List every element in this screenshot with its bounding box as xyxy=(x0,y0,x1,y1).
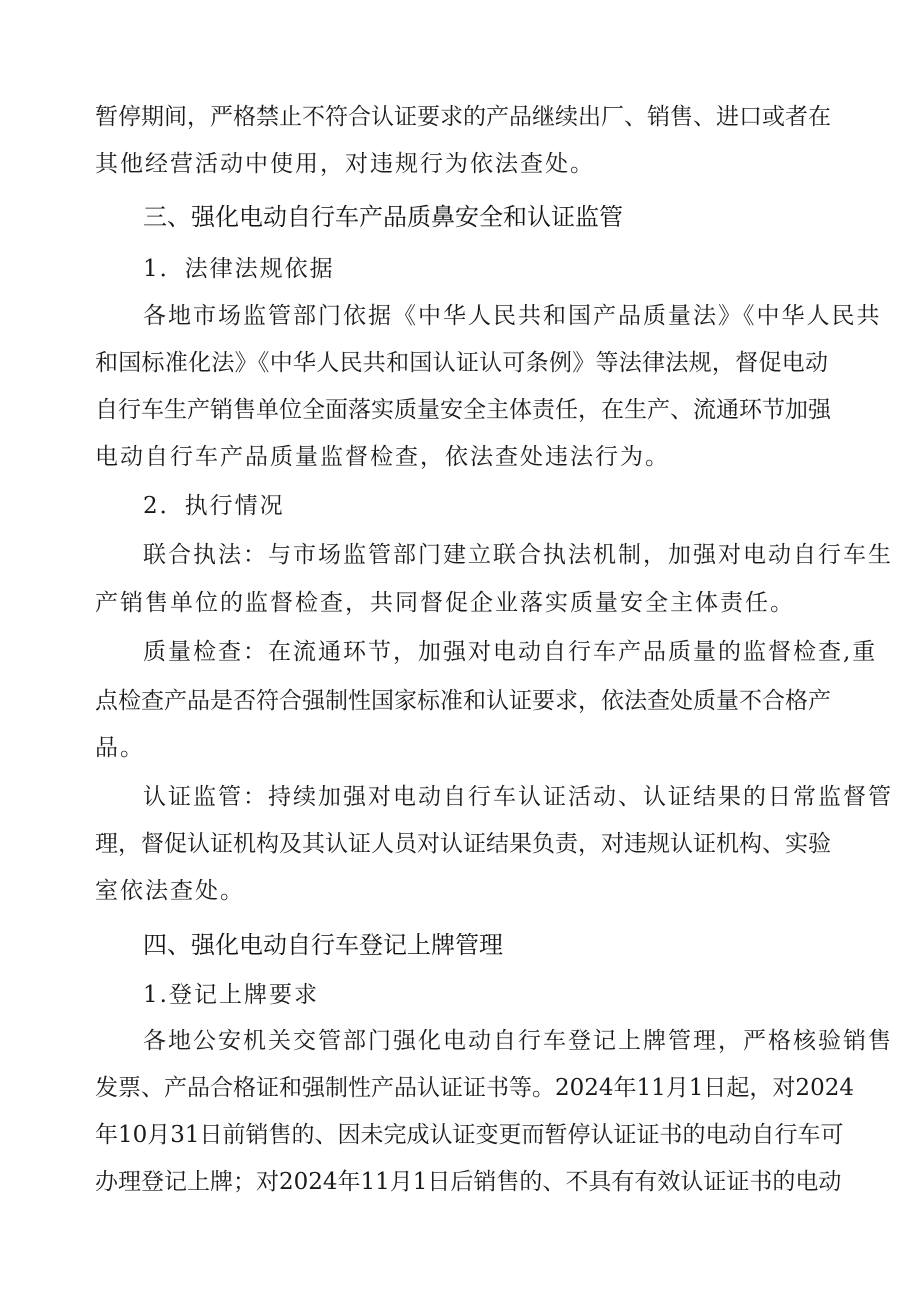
paragraph-line: 点检查产品是否符合强制性国家标准和认证要求，依法查处质量不合格产 xyxy=(95,688,831,714)
paragraph-line: 电动自行车产品质量监督检查，依法查处违法行为。 xyxy=(95,444,670,470)
paragraph-line: 室依法查处。 xyxy=(95,878,245,904)
subsection-heading: 1.登记上牌要求 xyxy=(143,982,319,1008)
paragraph-line: 办理登记上牌；对2024年11月1日后销售的、不具有有效认证证书的电动 xyxy=(95,1169,842,1195)
paragraph-line: 发票、产品合格证和强制性产品认证证书等。2024年11月1日起，对2024 xyxy=(95,1075,854,1101)
paragraph-line: 年10月31日前销售的、因未完成认证变更而暂停认证证书的电动自行车可 xyxy=(95,1122,844,1148)
paragraph-line: 联合执法：与市场监管部门建立联合执法机制，加强对电动自行车生 xyxy=(143,542,893,568)
paragraph-line: 其他经营活动中使用，对违规行为依法查处。 xyxy=(95,151,595,177)
section-heading-3: 三、强化电动自行车产品质鼻安全和认证监管 xyxy=(143,203,623,231)
paragraph-line: 自行车生产销售单位全面落实质量安全主体责任，在生产、流通环节加强 xyxy=(95,397,831,423)
paragraph-line: 理，督促认证机构及其认证人员对认证结果负责，对违规认证机构、实验 xyxy=(95,831,831,857)
paragraph-line: 品。 xyxy=(95,735,145,761)
paragraph-line: 各地公安机关交管部门强化电动自行车登记上牌管理，严格核验销售 xyxy=(143,1028,893,1054)
section-heading-4: 四、强化电动自行车登记上牌管理 xyxy=(143,931,503,959)
paragraph-line: 和国标准化法》《中华人民共和国认证认可条例》等法律法规，督促电动 xyxy=(95,350,828,376)
paragraph-line: 暂停期间，严格禁止不符合认证要求的产品继续出厂、销售、进口或者在 xyxy=(95,104,831,130)
paragraph-line: 各地市场监管部门依据《中华人民共和国产品质量法》《中华人民共 xyxy=(143,303,882,329)
paragraph-line: 认证监管：持续加强对电动自行车认证活动、认证结果的日常监督管 xyxy=(143,784,893,810)
paragraph-line: 质量检查：在流通环节，加强对电动自行车产品质量的监督检查,重 xyxy=(143,639,878,665)
paragraph-line: 产销售单位的监督检查，共同督促企业落实质量安全主体责任。 xyxy=(95,590,795,616)
subsection-heading: 2．执行情况 xyxy=(143,493,285,519)
subsection-heading: 1．法律法规依据 xyxy=(143,256,335,282)
